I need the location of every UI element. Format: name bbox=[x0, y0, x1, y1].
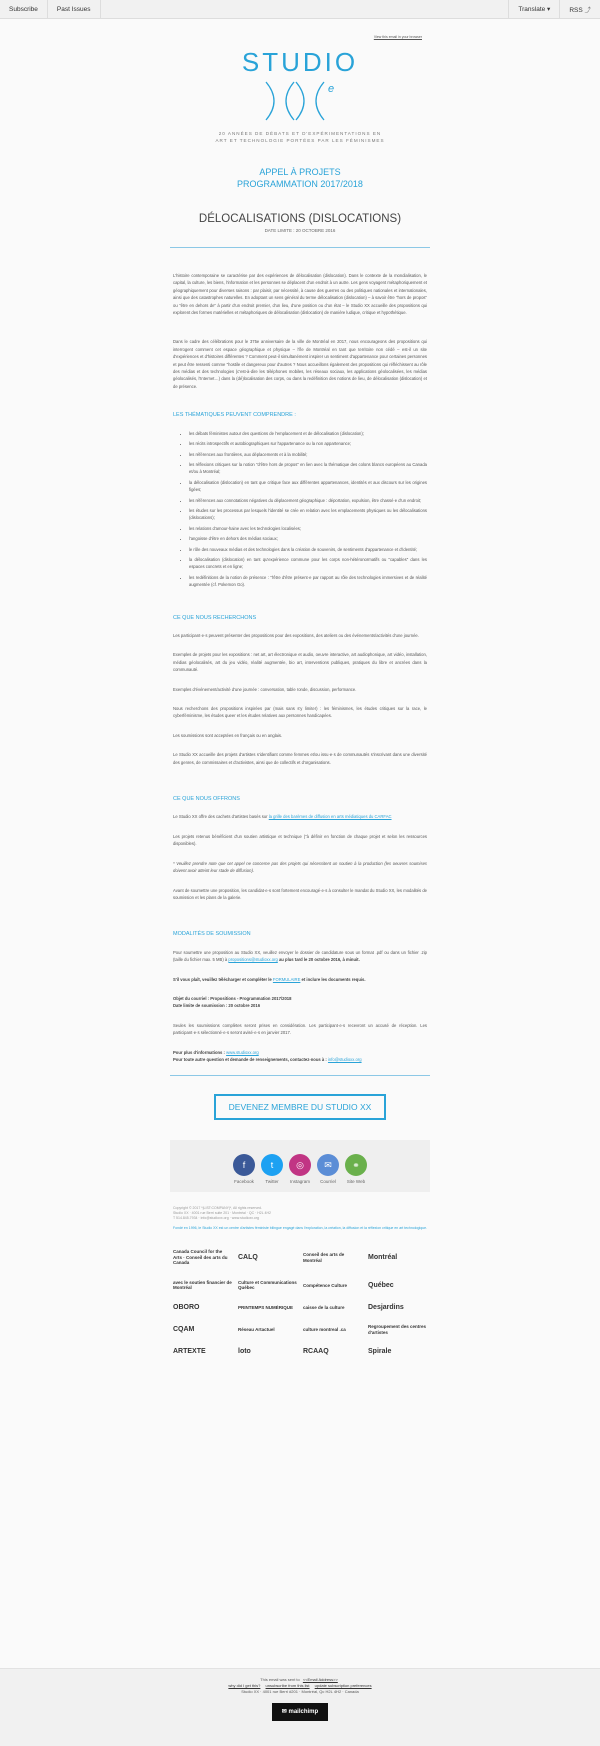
partner-logo bbox=[303, 1349, 362, 1355]
logo-e-superscript: e bbox=[328, 83, 335, 95]
recipient-email[interactable]: <<Email Address>> bbox=[302, 1677, 338, 1682]
recherche-p5: Les soumissions sont acceptées en français ou en anglais. bbox=[173, 732, 283, 738]
partner-logo bbox=[368, 1349, 427, 1355]
past-issues-link[interactable]: Past Issues bbox=[48, 0, 101, 18]
partner-logo bbox=[303, 1283, 362, 1289]
partner-name: Desjardins bbox=[368, 1303, 404, 1311]
partner-name: loto bbox=[238, 1348, 251, 1356]
theme-item: • le rôle des nouveaux médias et des technologies dans la création de souvenirs, de sentiments d'appartenance et d'identité; bbox=[189, 546, 427, 553]
partner-name: Compétence Culture bbox=[303, 1282, 348, 1288]
social-label: Instagram bbox=[289, 1179, 310, 1185]
mission-note: Fondé en 1996, le Studio XX est un centre d'artistes féministe bilingue engagé dans l'exploration, la création, la diffusion et la réflexion critique en art technologique. bbox=[173, 1226, 428, 1231]
copyright-line: Copyright © 2017 *|LIST:COMPANY|*, All rights reserved. bbox=[173, 1206, 262, 1211]
recherche-p4: Nous recherchons des propositions inspirées par (mais sans s'y limiter) : les féminismes, les études critiques sur la race, le cyberféminisme, les études queer et les études relatives aux personnes handicapées. bbox=[173, 706, 427, 719]
partner-logo bbox=[238, 1349, 297, 1355]
mailchimp-icon: ✉ bbox=[281, 1709, 289, 1715]
footer-info bbox=[173, 1192, 427, 1231]
address-line: Studio XX · 4001 rue Berri suite 201 · Montréal · QC · H2L 4H2 bbox=[173, 1211, 271, 1216]
themes-heading: LES THÉMATIQUES PEUVENT COMPRENDRE : bbox=[173, 412, 296, 419]
partner-logo bbox=[368, 1255, 427, 1261]
partner-name: PRINTEMPS NUMÉRIQUE bbox=[238, 1304, 294, 1310]
propositions-email-link[interactable]: propositions@studioxx.org bbox=[228, 957, 278, 963]
social-label: Twitter bbox=[265, 1179, 279, 1185]
modalites-p2-text: S'il vous plaît, veuillez télécharger et compléter le bbox=[173, 976, 273, 982]
call-line-1: APPEL À PROJETS bbox=[259, 167, 341, 177]
view-in-browser-link[interactable]: View this email in your browser bbox=[373, 35, 422, 39]
offre-heading: CE QUE NOUS OFFRONS bbox=[173, 796, 240, 803]
partner-name: Canada Council for the Arts · Conseil des arts du Canada bbox=[173, 1249, 228, 1266]
partner-name: Montréal bbox=[368, 1253, 398, 1261]
theme-item: • les réflexions critiques sur la notion "d'être hors de propos" en lien avec la thématique des colons blancs européens au Canada et/ou à Montréal; bbox=[189, 461, 427, 476]
studio-xx-logo bbox=[170, 47, 430, 129]
themes-list bbox=[173, 430, 427, 589]
logo-text: STUDIO bbox=[241, 47, 359, 77]
partner-logo bbox=[238, 1255, 297, 1261]
mailchimp-label: mailchimp bbox=[288, 1709, 319, 1715]
partner-name: Spirale bbox=[368, 1348, 392, 1356]
facebook-icon: f bbox=[233, 1154, 255, 1176]
mailchimp-badge[interactable] bbox=[272, 1703, 328, 1721]
info-email-link[interactable]: info@studioxx.org bbox=[327, 1056, 362, 1062]
partner-name: Regroupement des centres d'artistes bbox=[368, 1324, 427, 1335]
partner-name: CQAM bbox=[173, 1326, 195, 1334]
courriel-icon: ✉ bbox=[317, 1154, 339, 1176]
divider-2 bbox=[170, 1075, 430, 1076]
tagline-line-1: 20 ANNÉES DE DÉBATS ET D'EXPÉRIMENTATIONS EN bbox=[218, 131, 382, 136]
social-label: Facebook bbox=[234, 1179, 254, 1185]
modalites-p3 bbox=[173, 995, 427, 1010]
article-body bbox=[173, 272, 427, 1063]
become-member-button[interactable]: DEVENEZ MEMBRE DU STUDIO XX bbox=[214, 1094, 386, 1120]
offre-p1-text: Le Studio XX offre des cachets d'artistes basés sur bbox=[173, 814, 269, 820]
social-section bbox=[170, 1140, 430, 1192]
theme-item: • les débats féministes autour des questions de l'emplacement et de délocalisation (dislocation); bbox=[189, 430, 427, 437]
call-line-2: PROGRAMMATION 2017/2018 bbox=[237, 179, 363, 189]
sent-to-text: This email was sent to bbox=[260, 1677, 301, 1682]
rss-link[interactable]: RSS ⤴ bbox=[559, 0, 600, 18]
tagline-line-2: ART ET TECHNOLOGIE PORTÉES PAR LES FÉMINISMES bbox=[215, 137, 385, 143]
partner-name: culture montreal .ca bbox=[303, 1327, 346, 1333]
instagram-icon: ◎ bbox=[289, 1154, 311, 1176]
social-link-site-web[interactable] bbox=[344, 1154, 368, 1184]
social-label: Courriel bbox=[320, 1179, 336, 1185]
partner-logo bbox=[173, 1280, 232, 1291]
partner-logo bbox=[303, 1252, 362, 1263]
social-link-courriel[interactable] bbox=[316, 1154, 340, 1184]
partner-logo bbox=[303, 1305, 362, 1311]
recherche-p2: Exemples de projets pour les expositions : net art, art électronique et audio, oeuvre interactive, art audiophonique, art vidéo, installation, médias géolocalisés, art du jeu vidéo, réalité augmentée, bio art, interventions publiques, pratiques du libre et ancrées dans la communauté. bbox=[173, 652, 427, 673]
offre-p2: Les projets retenus bénéficient d'un soutien artistique et technique ("à définir en fonction de chaque projet et selon les ressources disponibles). bbox=[173, 833, 427, 847]
modalites-p2-post: et inclure les documents requis. bbox=[300, 976, 366, 982]
recherche-heading: CE QUE NOUS RECHERCHONS bbox=[173, 614, 257, 621]
partner-logo bbox=[173, 1327, 232, 1333]
translate-dropdown[interactable]: Translate ▾ bbox=[508, 0, 559, 18]
contact-line: T 514.845.7934 · info@studioxx.org · www.studioxx.org bbox=[173, 1216, 259, 1221]
social-link-facebook[interactable] bbox=[232, 1154, 256, 1184]
offre-p4: Avant de soumettre une proposition, les candidat·e·s sont fortement encouragé·e·s à consulter le mandat du Studio XX, les modalités de soumission et les plans de la galerie. bbox=[173, 887, 427, 900]
modalites-p1-text: Pour soumettre une proposition au Studio XX, veuillez envoyer le dossier de candidature sous un format .pdf ou dans un fichier .zip (taille du fichier max. 5 MB) à bbox=[173, 949, 427, 963]
recherche-p1: Les participant·e·s peuvent présenter des propositions pour des expositions, des ateliers ou des événements/activités d'une journée. bbox=[173, 633, 419, 638]
modalites-heading: MODALITÉS DE SOUMISSION bbox=[173, 931, 251, 938]
theme-item: • l'angoisse d'être en dehors des médias sociaux; bbox=[189, 535, 427, 542]
page-title: DÉLOCALISATIONS (DISLOCATIONS) bbox=[198, 213, 402, 225]
theme-item: • les redéfinitions de la notion de présence : "l'être d'être présent·e par rapport au rôle des technologies immersives et de réalité augmentée (cf. Pokemon Go). bbox=[189, 574, 427, 589]
website-link[interactable]: www.studioxx.org bbox=[226, 1049, 259, 1055]
offre-p3: * Veuillez prendre note que cet appel ne concerne pas des projets qui nécessitent un soutien à la production (les oeuvres soumises doivent avoir atteint leur stade de diffusion). bbox=[173, 860, 427, 874]
mailchimp-footer bbox=[0, 1668, 600, 1746]
theme-item: • les études sur les processus par lesquels l'identité se crée en relation avec les emplacements physiques ou les délocalisations (dislocations); bbox=[189, 507, 427, 522]
social-link-twitter[interactable] bbox=[260, 1154, 284, 1184]
contact-label: Pour toute autre question et demande de renseignements, contactez-nous à : bbox=[173, 1056, 328, 1062]
theme-item: • les récits introspectifs et autobiographiques sur l'appartenance ou la non appartenance; bbox=[189, 440, 427, 447]
email-subject-line: Objet du courriel : Propositions - Programmation 2017/2018 bbox=[173, 995, 292, 1001]
partner-name: OBORO bbox=[173, 1303, 200, 1311]
theme-item: • la délocalisation (dislocation) en tant que critique face aux différentes appartenances, identités et aux discours sur les origines figées; bbox=[189, 479, 427, 494]
unsubscribe-link[interactable]: unsubscribe from this list bbox=[265, 1683, 310, 1688]
partner-name: Québec bbox=[368, 1281, 394, 1289]
carfac-link[interactable]: la grille des barèmes de diffusion en arts médiatiques du CARFAC bbox=[268, 814, 392, 820]
partner-logo bbox=[238, 1305, 297, 1311]
partner-logo bbox=[368, 1305, 427, 1311]
partner-name: caisse de la culture bbox=[303, 1304, 345, 1310]
social-links bbox=[170, 1154, 430, 1184]
partner-logos bbox=[173, 1249, 427, 1355]
logo-xx-mark bbox=[260, 78, 340, 124]
site-web-icon: ⚭ bbox=[345, 1154, 367, 1176]
theme-item: • les relations d'amour-haine avec les technologies localisées; bbox=[189, 525, 427, 532]
update-preferences-link[interactable]: update subscription preferences bbox=[314, 1683, 372, 1688]
social-label: Site Web bbox=[346, 1179, 366, 1185]
theme-item: • les références aux connotations négatives du déplacement géographique : déportation, expulsion, être chassé·e d'un endroit; bbox=[189, 497, 427, 504]
partner-name: Culture et Communications Québec bbox=[238, 1279, 297, 1291]
formulaire-link[interactable]: FORMULAIRE bbox=[272, 976, 301, 982]
partner-name: Réseau Artactuel bbox=[238, 1327, 275, 1333]
partner-logo bbox=[368, 1324, 427, 1335]
subscribe-link[interactable]: Subscribe bbox=[0, 0, 48, 18]
modalites-p5 bbox=[173, 1049, 427, 1064]
call-heading bbox=[170, 166, 430, 190]
why-link[interactable]: why did I get this? bbox=[228, 1683, 261, 1688]
partner-name: CALQ bbox=[238, 1253, 258, 1261]
partner-logo bbox=[238, 1280, 297, 1291]
cta-wrap bbox=[0, 1094, 600, 1120]
partner-name: RCAAQ bbox=[303, 1348, 329, 1356]
social-link-instagram[interactable] bbox=[288, 1154, 312, 1184]
partner-logo bbox=[368, 1283, 427, 1289]
partner-name: ARTEXTE bbox=[173, 1348, 206, 1356]
offre-p1 bbox=[173, 813, 427, 820]
partner-name: avec le soutien financier de Montréal bbox=[173, 1279, 232, 1291]
partner-logo bbox=[173, 1249, 232, 1266]
partner-logo bbox=[303, 1327, 362, 1333]
top-bar bbox=[0, 0, 600, 19]
tagline bbox=[170, 131, 430, 144]
info-label: Pour plus d'informations : bbox=[173, 1049, 227, 1055]
intro-paragraph-2: Dans le cadre des célébrations pour le 375e anniversaire de la ville de Montréal en 2017, nous encourageons des propositions qui interrogent comment cet espace géographique et physique – l'île de Montréal en tant que territoire non cédé – est-il un site d'expériences et d'histoires différentes ? Comment peut-il simultanément inspirer un sentiment d'appartenance pour certaines personnes et peut être ressenti comme "hostile et dangereux pour d'autres ? Nous accueillons également des propositions qui réfléchissent au rôle des médias et des technologies (c'est-à-dire les téléphones mobiles, les réseaux sociaux, les applications géolocalisées, les médias géolocalisés, l'Internet…) dans la (dé)localisation des corps, ou dans la redéfinition des notions de lieu, de délocalisation (dislocation) et de présence. bbox=[173, 339, 427, 389]
recherche-p3: Exemples d'événement/activité d'une journée : conversation, table ronde, discussion, performance. bbox=[173, 686, 357, 692]
intro-paragraph-1: L'histoire contemporaine se caractérise par des expériences de délocalisation (dislocation). Dans le contexte de la mondialisation, le capital, la culture, les biens, l'information et les personnes se déplacent d'un endroit à un autre. Les gens voyagent métaphoriquement et géographiquement pour diverses raisons : par plaisir, par nécessité, à cause des guerres ou des politiques nationales et internationales, ainsi que des catastrophes naturelles. En adoptant un sens général du terme délocalisation (dislocation) – à savoir être "hors de propos" ou "être en dehors de" à partir d'un endroit premier, d'un lieu, d'une position ou d'un état – le Studio XX accueille des propositions qui explorent des formes matérielles et métaphoriques de délocalisation (dislocation) de manière ludique, critique et hypothétique. bbox=[173, 273, 427, 316]
partner-name: Conseil des arts de Montréal bbox=[303, 1252, 345, 1263]
divider bbox=[170, 247, 430, 248]
footer-address: Studio XX · 4001 rue Berri #201 · Montréal, Qc H2L 4H2 · Canada bbox=[241, 1689, 359, 1694]
theme-item: • la délocalisation (dislocation) en tant qu'expérience commune pour les corps non-hétéronormatifs ou "capables" dans les espaces concrets et en ligne; bbox=[189, 556, 427, 571]
twitter-icon: t bbox=[261, 1154, 283, 1176]
modalites-p1 bbox=[173, 949, 427, 964]
deadline-text: DATE LIMITE : 20 OCTOBRE 2016 bbox=[264, 228, 336, 233]
modalites-p4: Seules les soumissions complètes seront prises en considération. Les participant·e·s recevront un accusé de réception. Les participant·e·s sélectionné·e·s seront avisé·e·s en janvier 2017. bbox=[173, 1022, 427, 1036]
email-content bbox=[170, 35, 430, 233]
modalites-p2 bbox=[173, 976, 427, 983]
submission-deadline-line: Date limite de soumission : 20 octobre 2016 bbox=[173, 1003, 261, 1009]
partner-logo bbox=[238, 1327, 297, 1333]
recherche-p6: Le Studio XX accueille des projets d'artistes s'identifiant comme femmes et/ou issu·e·s de communautés s'inscrivant dans une diversité des genres, de commissaires et d'activistes, ainsi que de collectifs et d'organisations. bbox=[173, 752, 427, 765]
partner-logo bbox=[173, 1349, 232, 1355]
partner-logo bbox=[173, 1305, 232, 1311]
modalites-p1-deadline: au plus tard le 20 octobre 2016, à minuit. bbox=[277, 957, 360, 963]
theme-item: • les références aux frontières, aux déplacements et à la mobilité; bbox=[189, 451, 427, 458]
